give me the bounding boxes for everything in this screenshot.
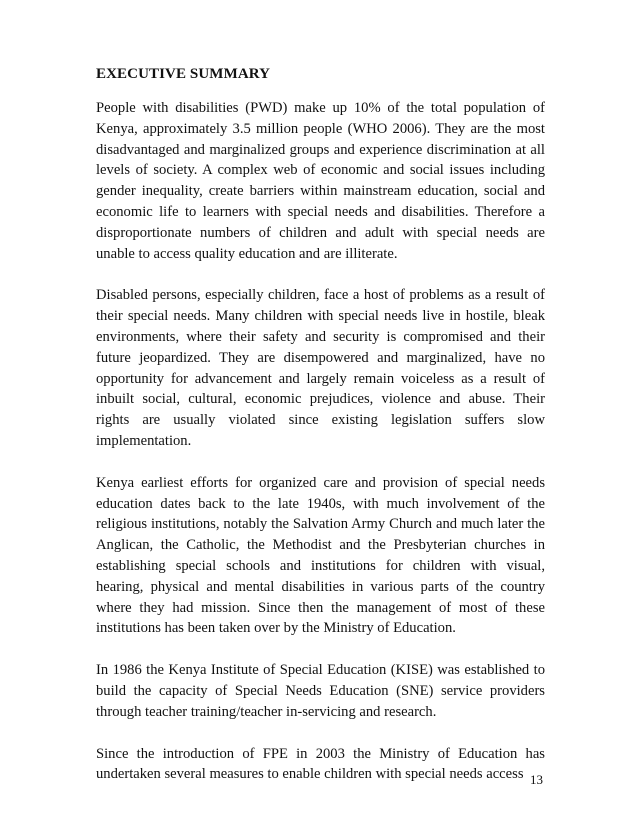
section-title: EXECUTIVE SUMMARY	[96, 66, 271, 82]
paragraph-problems-faced: Disabled persons, especially children, face a host of problems as a result of their special needs. Many children with special needs live in hostile, bleak environments, where their safety and security is compromised and their future jeopardized. They are disempowered and marginalized, have no opportunity for advancement and largely remain voiceless as a result of inbuilt social, cultural, economic prejudices, violence and abuse. Their rights are usually violated since existing legislation suffers slow implementation.	[96, 287, 545, 449]
paragraph-history: Kenya earliest efforts for organized care and provision of special needs education dates back to the late 1940s, with much involvement of the religious institutions, notably the Salvation Army Church and much later the Anglican, the Catholic, the Methodist and the Presbyterian churches in establishing special schools and institutions for children with visual, hearing, physical and mental disabilities in various parts of the country where they had mission. Since then the management of most of these institutions has been taken over by the Ministry of Education.	[96, 474, 545, 637]
paragraph-fpe: Since the introduction of FPE in 2003 the Ministry of Education has undertaken several measures to enable children with special needs access	[96, 745, 545, 783]
paragraph-kise: In 1986 the Kenya Institute of Special Education (KISE) was established to build the capacity of Special Needs Education (SNE) service providers through teacher training/teacher in-servicing and research.	[96, 662, 545, 720]
body-text	[96, 98, 545, 806]
paragraph-pwd-statistics: People with disabilities (PWD) make up 10% of the total population of Kenya, approximately 3.5 million people (WHO 2006). They are the most disadvantaged and marginalized groups and experience discrimination at all levels of society. A complex web of economic and social issues including gender inequality, create barriers within mainstream education, social and economic life to learners with special needs and disabilities. Therefore a disproportionate numbers of children and adult with special needs are unable to access quality education and are illiterate.	[96, 100, 545, 262]
page-number: 13	[530, 772, 543, 787]
